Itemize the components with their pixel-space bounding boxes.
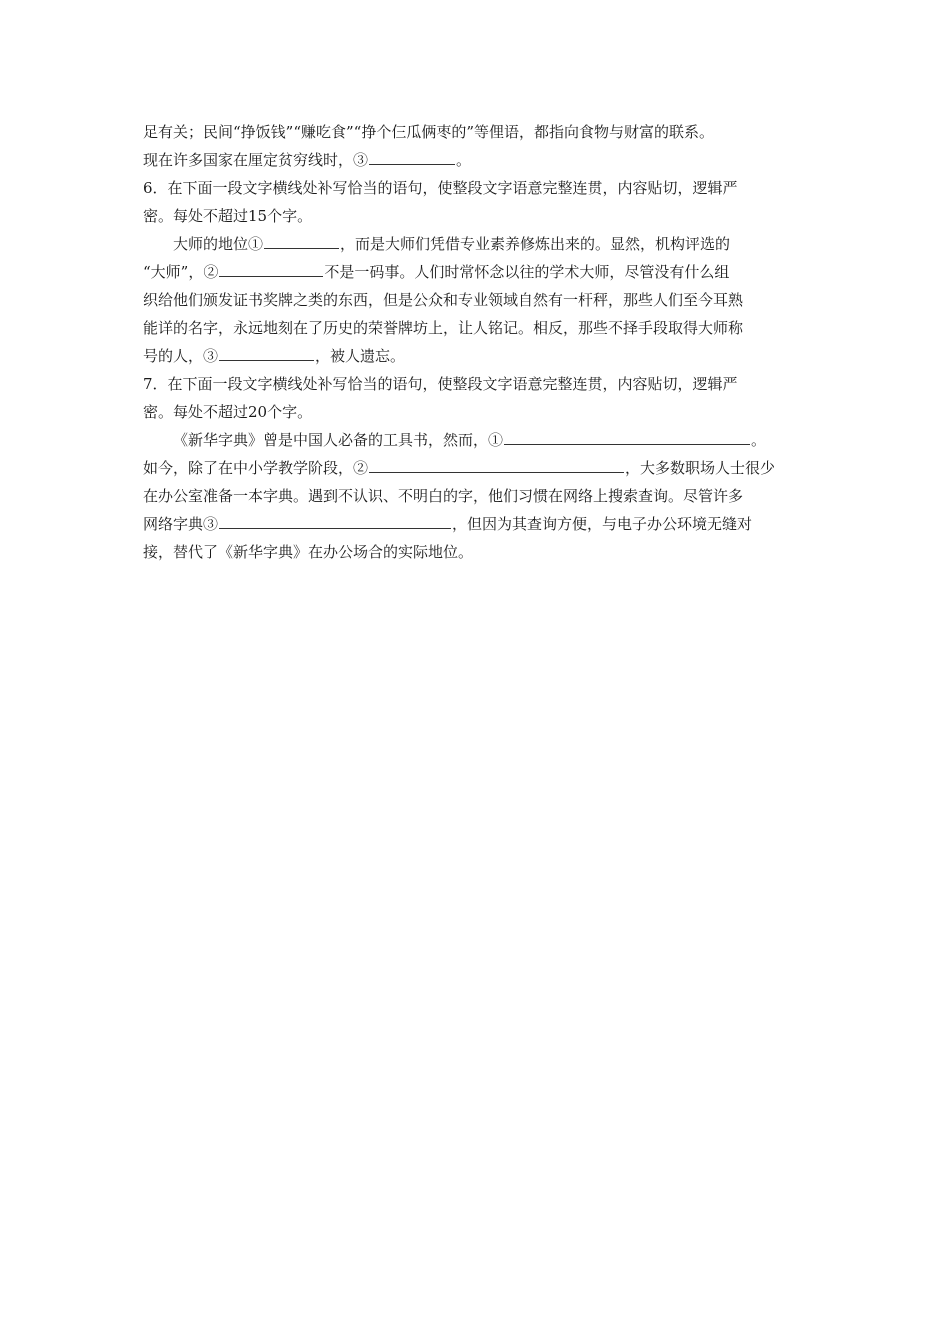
text-line [143, 482, 815, 510]
question-7-heading [143, 370, 815, 398]
text-segment: ，大多数职场人士很少 [625, 459, 776, 477]
text-segment: 如今，除了在中小学教学阶段，② [143, 459, 369, 477]
text-line [143, 454, 815, 482]
text-segment: 接，替代了《新华字典》在办公场合的实际地位。 [143, 543, 474, 561]
document-page [143, 118, 815, 566]
text-line [143, 426, 815, 454]
text-segment: 大师的地位① [173, 235, 264, 253]
text-line [143, 230, 815, 258]
text-segment: 号的人，③ [143, 347, 219, 365]
text-line [143, 510, 815, 538]
text-segment: 密。每处不超过15个字。 [143, 207, 313, 225]
text-segment: ，但因为其查询方便，与电子办公环境无缝对 [452, 515, 753, 533]
text-line [143, 118, 815, 146]
text-line [143, 286, 815, 314]
text-segment: 密。每处不超过20个字。 [143, 403, 313, 421]
text-segment: 现在许多国家在厘定贫穷线时，③ [143, 151, 369, 169]
text-segment: 《新华字典》曾是中国人必备的工具书，然而，① [173, 431, 504, 449]
text-line [143, 146, 815, 174]
answer-blank[interactable] [504, 429, 750, 445]
text-line [143, 342, 815, 370]
text-segment: 网络字典③ [143, 515, 219, 533]
text-segment: 能详的名字，永远地刻在了历史的荣誉牌坊上，让人铭记。相反，那些不择手段取得大师称 [143, 319, 744, 337]
answer-blank[interactable] [264, 233, 339, 249]
question-6-heading [143, 174, 815, 202]
text-segment: ，被人遗忘。 [315, 347, 406, 365]
text-segment: ，而是大师们凭借专业素养修炼出来的。显然，机构评选的 [340, 235, 731, 253]
text-line [143, 538, 815, 566]
text-line [143, 258, 815, 286]
answer-blank[interactable] [369, 457, 624, 473]
text-segment: 织给他们颁发证书奖牌之类的东西，但是公众和专业领域自然有一杆秤，那些人们至今耳熟 [143, 291, 744, 309]
answer-blank[interactable] [219, 261, 323, 277]
text-line [143, 314, 815, 342]
text-segment: 7．在下面一段文字横线处补写恰当的语句，使整段文字语意完整连贯，内容贴切，逻辑严 [143, 375, 738, 393]
text-segment: 足有关；民间“挣饭钱”“赚吃食”“挣个仨瓜俩枣的”等俚语，都指向食物与财富的联系。 [143, 123, 715, 141]
answer-blank[interactable] [219, 345, 314, 361]
text-segment: 在办公室准备一本字典。遇到不认识、不明白的字，他们习惯在网络上搜索查询。尽管许多 [143, 487, 744, 505]
text-segment: 不是一码事。人们时常怀念以往的学术大师，尽管没有什么组 [324, 263, 730, 281]
answer-blank[interactable] [369, 149, 455, 165]
text-line [143, 202, 815, 230]
text-line [143, 398, 815, 426]
text-segment: “大师”，② [143, 263, 219, 281]
answer-blank[interactable] [219, 513, 451, 529]
text-segment: 6．在下面一段文字横线处补写恰当的语句，使整段文字语意完整连贯，内容贴切，逻辑严 [143, 179, 738, 197]
text-segment: 。 [456, 151, 472, 169]
text-segment: 。 [751, 431, 767, 449]
